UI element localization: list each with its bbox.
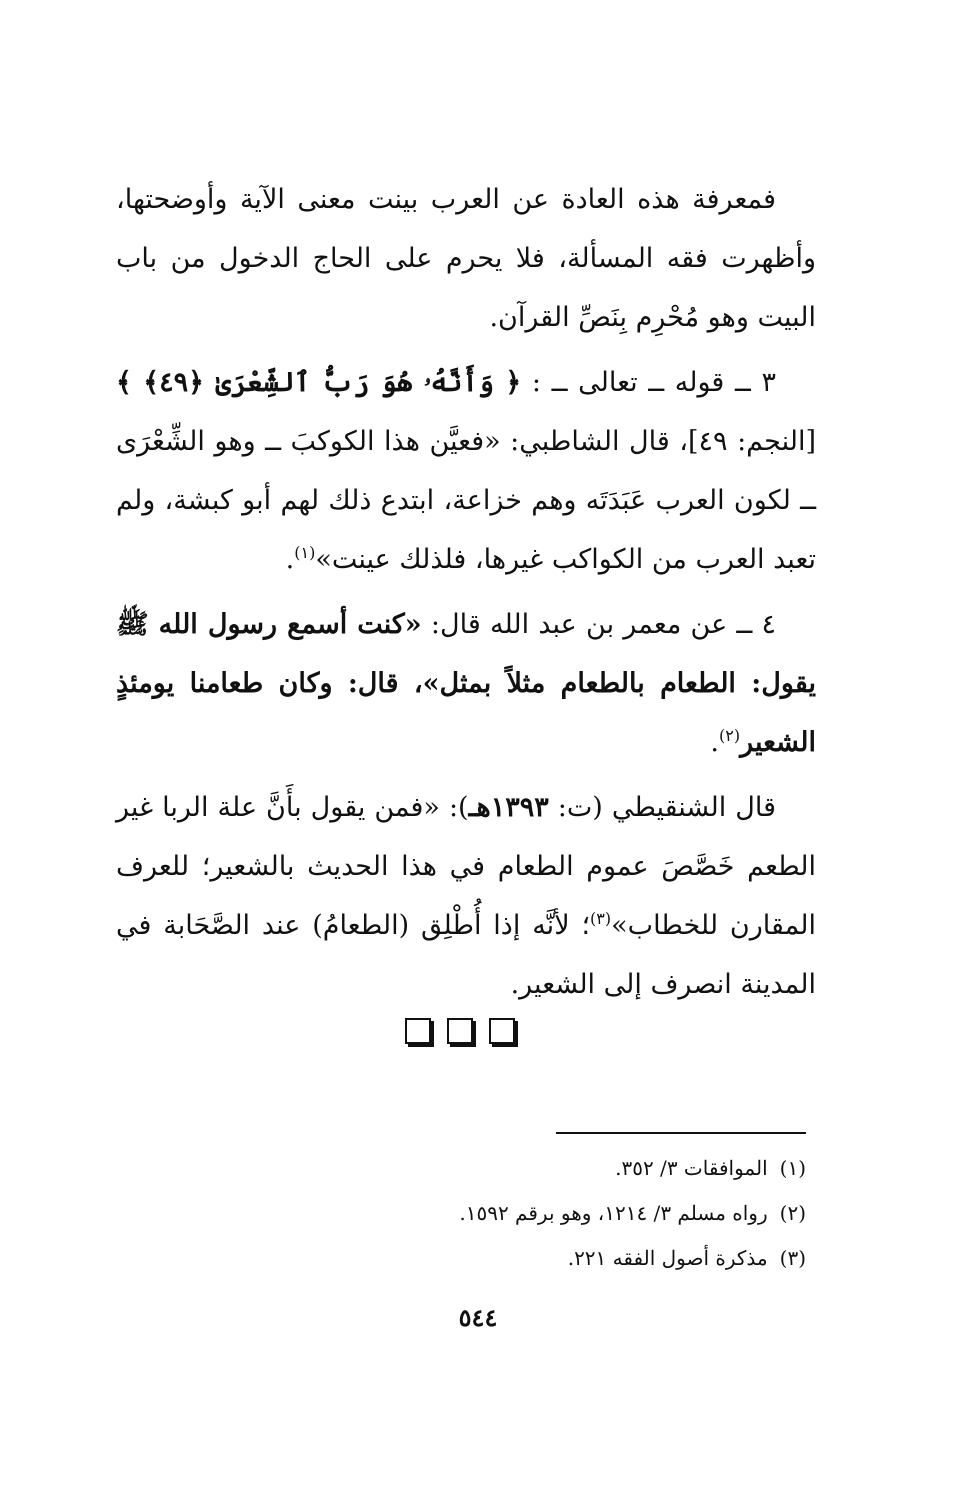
section-separator <box>405 1018 515 1044</box>
square-ornament-icon <box>447 1018 473 1044</box>
footnote-1 <box>206 1146 806 1191</box>
paragraph-2-end: . <box>285 544 295 575</box>
paragraph-1 <box>116 170 816 347</box>
footnote-number: (٢) <box>779 1201 806 1225</box>
footnote-2 <box>206 1191 806 1236</box>
death-year: ١٣٩٣هـ <box>468 792 549 823</box>
paragraph-4-end: ؛ لأنَّه إذا أُطْلِق (الطعامُ) عند الصَّحَابة في المدينة انصرف إلى الشعير. <box>116 910 816 1000</box>
shanqiti-intro: قال الشنقيطي (ت: <box>557 792 777 823</box>
paragraph-4 <box>116 778 816 1014</box>
square-ornament-icon <box>489 1018 515 1044</box>
footnote-ref-1[interactable]: (١) <box>294 543 316 562</box>
paragraph-3-end: . <box>710 727 720 758</box>
item-3-lead: ٣ ــ قوله ــ تعالى ــ : <box>531 367 776 398</box>
item-4-lead: ٤ ــ عن معمر بن عبد الله قال: <box>430 609 776 640</box>
quran-verse: ﴿ وَأَنَّهُۥ هُوَ رَبُّ ٱلشِّعْرَىٰ ﴿٤٩﴾ ﴾ <box>116 367 522 398</box>
paragraph-2 <box>116 353 816 589</box>
footnote-text: الموافقات ٣/ ٣٥٢. <box>615 1156 768 1180</box>
hadith-text: «كنت أسمع رسول الله ﷺ يقول: الطعام بالطعام مثلاً بمثل»، قال: وكان طعامنا يومئذٍ الشعير <box>116 609 816 758</box>
footnote-ref-2[interactable]: (٢) <box>719 726 741 745</box>
footnote-ref-3[interactable]: (٣) <box>590 909 612 928</box>
footnote-text: مذكرة أصول الفقه ٢٢١. <box>567 1246 768 1270</box>
shanqiti-quote: ): «فمن يقول بأَنَّ علة الربا غير الطعم خَصَّصَ عموم الطعام في هذا الحديث بالشعير؛ للعرف المقارن للخطاب» <box>116 792 816 941</box>
page-number: ٥٤٤ <box>458 1303 498 1332</box>
footnote-number: (١) <box>779 1156 806 1180</box>
shatibi-quote: [النجم: ٤٩]، قال الشاطبي: «فعيَّن هذا الكوكبَ ــ وهو الشِّعْرَى ــ لكون العرب عَبَدَتَه وهم خزاعة، ابتدع ذلك لهم أبو كبشة، ولم تعبد العرب من الكواكب غيرها، فلذلك عينت» <box>116 426 816 575</box>
footnote-text: رواه مسلم ٣/ ١٢١٤، وهو برقم ١٥٩٢. <box>459 1201 768 1225</box>
main-text <box>116 170 816 1014</box>
footnote-divider <box>556 1132 806 1134</box>
footnote-3 <box>206 1236 806 1281</box>
paragraph-3 <box>116 595 816 772</box>
footnote-number: (٣) <box>779 1246 806 1270</box>
square-ornament-icon <box>405 1018 431 1044</box>
paragraph-1-text: فمعرفة هذه العادة عن العرب بينت معنى الآية وأوضحتها، وأظهرت فقه المسألة، فلا يحرم على الحاج الدخول من باب البيت وهو مُحْرِم بِنَصِّ القرآن. <box>116 184 816 333</box>
footnotes <box>206 1146 806 1281</box>
